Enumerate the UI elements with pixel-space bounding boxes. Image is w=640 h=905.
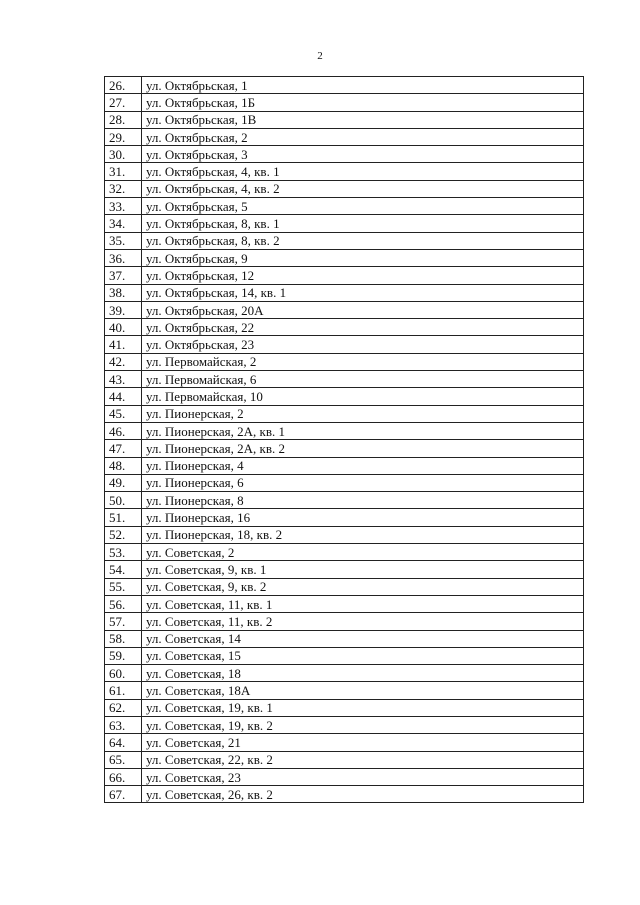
table-row xyxy=(105,353,584,370)
table-row xyxy=(105,422,584,439)
row-number: 54. xyxy=(105,561,142,578)
table-row xyxy=(105,440,584,457)
row-number: 27. xyxy=(105,94,142,111)
row-number: 61. xyxy=(105,682,142,699)
row-number: 66. xyxy=(105,768,142,785)
row-address: ул. Пионерская, 2А, кв. 1 xyxy=(142,422,584,439)
table-row xyxy=(105,734,584,751)
table-row xyxy=(105,786,584,803)
row-address: ул. Октябрьская, 14, кв. 1 xyxy=(142,284,584,301)
row-number: 55. xyxy=(105,578,142,595)
row-address: ул. Октябрьская, 8, кв. 2 xyxy=(142,232,584,249)
row-number: 53. xyxy=(105,544,142,561)
row-address: ул. Октябрьская, 22 xyxy=(142,319,584,336)
row-number: 33. xyxy=(105,198,142,215)
row-number: 26. xyxy=(105,77,142,94)
table-row xyxy=(105,301,584,318)
row-number: 28. xyxy=(105,111,142,128)
table-row xyxy=(105,267,584,284)
table-row xyxy=(105,595,584,612)
row-address: ул. Первомайская, 6 xyxy=(142,371,584,388)
row-number: 58. xyxy=(105,630,142,647)
row-address: ул. Октябрьская, 5 xyxy=(142,198,584,215)
table-row xyxy=(105,526,584,543)
row-number: 63. xyxy=(105,716,142,733)
row-address: ул. Первомайская, 2 xyxy=(142,353,584,370)
row-address: ул. Пионерская, 18, кв. 2 xyxy=(142,526,584,543)
table-row xyxy=(105,613,584,630)
table-row xyxy=(105,647,584,664)
row-address: ул. Октябрьская, 3 xyxy=(142,146,584,163)
row-number: 62. xyxy=(105,699,142,716)
row-number: 42. xyxy=(105,353,142,370)
row-address: ул. Советская, 11, кв. 2 xyxy=(142,613,584,630)
row-number: 52. xyxy=(105,526,142,543)
table-row xyxy=(105,249,584,266)
row-number: 36. xyxy=(105,249,142,266)
row-number: 51. xyxy=(105,509,142,526)
row-address: ул. Октябрьская, 4, кв. 2 xyxy=(142,180,584,197)
row-address: ул. Октябрьская, 12 xyxy=(142,267,584,284)
row-number: 50. xyxy=(105,492,142,509)
table-row xyxy=(105,751,584,768)
row-address: ул. Советская, 26, кв. 2 xyxy=(142,786,584,803)
row-address: ул. Первомайская, 10 xyxy=(142,388,584,405)
table-row xyxy=(105,94,584,111)
row-number: 65. xyxy=(105,751,142,768)
row-address: ул. Советская, 9, кв. 1 xyxy=(142,561,584,578)
address-table-body xyxy=(105,77,584,803)
row-number: 45. xyxy=(105,405,142,422)
table-row xyxy=(105,371,584,388)
table-row xyxy=(105,457,584,474)
address-table xyxy=(104,76,584,803)
table-row xyxy=(105,128,584,145)
row-number: 48. xyxy=(105,457,142,474)
row-address: ул. Пионерская, 2 xyxy=(142,405,584,422)
row-address: ул. Октябрьская, 1 xyxy=(142,77,584,94)
row-address: ул. Октябрьская, 9 xyxy=(142,249,584,266)
row-address: ул. Октябрьская, 1Б xyxy=(142,94,584,111)
row-address: ул. Советская, 2 xyxy=(142,544,584,561)
row-address: ул. Советская, 14 xyxy=(142,630,584,647)
row-address: ул. Октябрьская, 23 xyxy=(142,336,584,353)
row-address: ул. Пионерская, 4 xyxy=(142,457,584,474)
table-row xyxy=(105,77,584,94)
row-address: ул. Советская, 15 xyxy=(142,647,584,664)
row-address: ул. Советская, 19, кв. 2 xyxy=(142,716,584,733)
table-row xyxy=(105,198,584,215)
row-number: 46. xyxy=(105,422,142,439)
row-number: 39. xyxy=(105,301,142,318)
table-row xyxy=(105,388,584,405)
row-address: ул. Октябрьская, 1В xyxy=(142,111,584,128)
row-number: 43. xyxy=(105,371,142,388)
row-address: ул. Советская, 18 xyxy=(142,665,584,682)
table-row xyxy=(105,284,584,301)
table-row xyxy=(105,682,584,699)
row-address: ул. Пионерская, 8 xyxy=(142,492,584,509)
row-number: 41. xyxy=(105,336,142,353)
table-row xyxy=(105,111,584,128)
row-address: ул. Октябрьская, 2 xyxy=(142,128,584,145)
row-number: 32. xyxy=(105,180,142,197)
page-number: 2 xyxy=(317,50,323,62)
table-row xyxy=(105,699,584,716)
row-number: 47. xyxy=(105,440,142,457)
table-row xyxy=(105,163,584,180)
table-row xyxy=(105,561,584,578)
row-number: 49. xyxy=(105,474,142,491)
table-row xyxy=(105,405,584,422)
table-row xyxy=(105,768,584,785)
row-address: ул. Советская, 22, кв. 2 xyxy=(142,751,584,768)
row-address: ул. Советская, 18А xyxy=(142,682,584,699)
table-row xyxy=(105,180,584,197)
row-address: ул. Советская, 19, кв. 1 xyxy=(142,699,584,716)
table-row xyxy=(105,146,584,163)
row-address: ул. Советская, 11, кв. 1 xyxy=(142,595,584,612)
row-address: ул. Октябрьская, 4, кв. 1 xyxy=(142,163,584,180)
row-number: 67. xyxy=(105,786,142,803)
row-address: ул. Пионерская, 2А, кв. 2 xyxy=(142,440,584,457)
row-address: ул. Пионерская, 16 xyxy=(142,509,584,526)
table-row xyxy=(105,319,584,336)
row-number: 37. xyxy=(105,267,142,284)
table-row xyxy=(105,716,584,733)
table-row xyxy=(105,630,584,647)
row-address: ул. Советская, 9, кв. 2 xyxy=(142,578,584,595)
table-row xyxy=(105,665,584,682)
table-row xyxy=(105,509,584,526)
row-address: ул. Октябрьская, 8, кв. 1 xyxy=(142,215,584,232)
row-number: 56. xyxy=(105,595,142,612)
row-number: 59. xyxy=(105,647,142,664)
table-row xyxy=(105,336,584,353)
row-number: 35. xyxy=(105,232,142,249)
row-address: ул. Советская, 21 xyxy=(142,734,584,751)
table-row xyxy=(105,215,584,232)
row-number: 29. xyxy=(105,128,142,145)
row-number: 31. xyxy=(105,163,142,180)
row-number: 38. xyxy=(105,284,142,301)
row-number: 30. xyxy=(105,146,142,163)
table-row xyxy=(105,492,584,509)
row-address: ул. Советская, 23 xyxy=(142,768,584,785)
table-row xyxy=(105,474,584,491)
row-number: 60. xyxy=(105,665,142,682)
table-row xyxy=(105,544,584,561)
row-address: ул. Октябрьская, 20А xyxy=(142,301,584,318)
row-number: 57. xyxy=(105,613,142,630)
row-number: 40. xyxy=(105,319,142,336)
row-address: ул. Пионерская, 6 xyxy=(142,474,584,491)
table-row xyxy=(105,232,584,249)
row-number: 34. xyxy=(105,215,142,232)
table-row xyxy=(105,578,584,595)
row-number: 44. xyxy=(105,388,142,405)
row-number: 64. xyxy=(105,734,142,751)
